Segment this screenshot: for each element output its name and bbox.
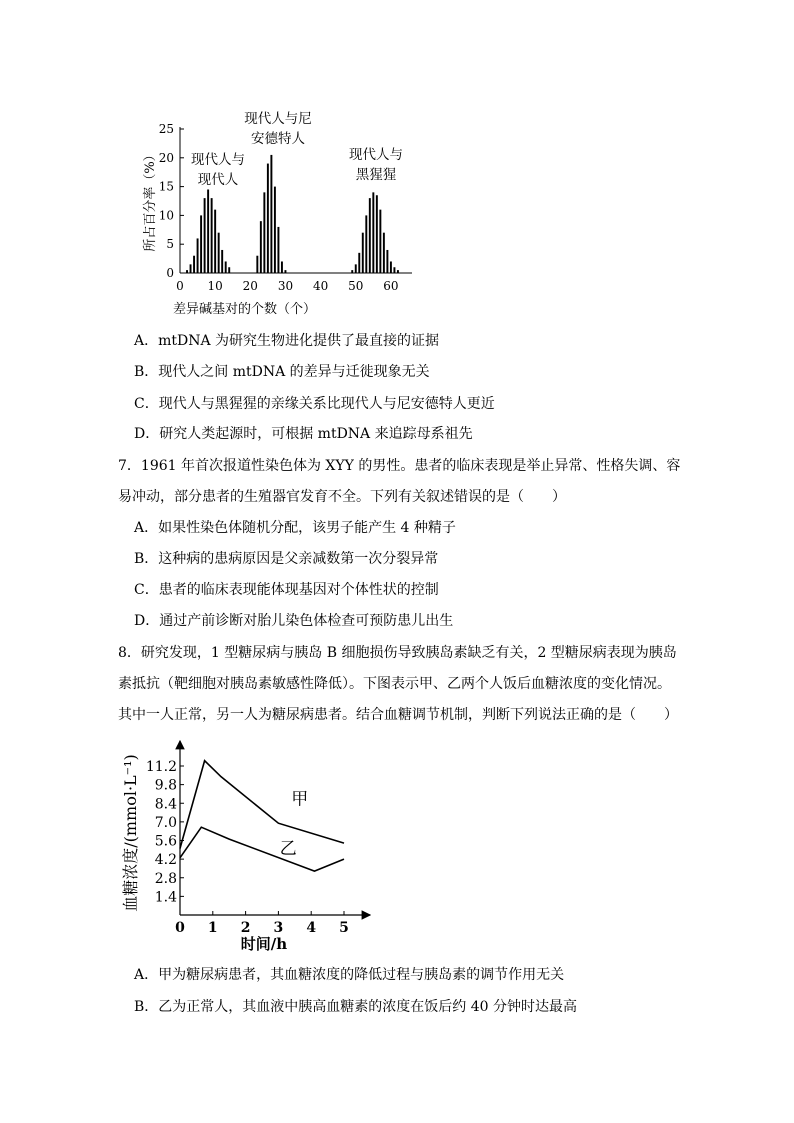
bar — [211, 198, 213, 273]
peak-annotation: 现代人与 — [349, 147, 403, 163]
q7-option-d: D．通过产前诊断对胎儿染色体检查可预防患儿出生 — [134, 613, 454, 629]
bar — [369, 198, 371, 273]
x-tick-label: 20 — [242, 279, 258, 293]
x-tick-label: 0 — [175, 920, 185, 936]
bar — [197, 238, 199, 273]
q6-option-a: A．mtDNA 为研究生物进化提供了最直接的证据 — [134, 333, 440, 349]
q8-stem-line-1: 8．研究发现，1 型糖尿病与胰岛 B 细胞损伤导致胰岛素缺乏有关，2 型糖尿病表现为胰岛 — [118, 645, 677, 661]
peak-annotation: 现代人与 — [191, 152, 245, 168]
y-axis-label: 血糖浓度/(mmol·L⁻¹) — [121, 754, 140, 912]
series-name-label: 乙 — [279, 838, 297, 859]
bar — [383, 233, 385, 273]
x-tick-label: 50 — [348, 279, 364, 293]
bar — [256, 256, 258, 273]
bar — [386, 250, 388, 273]
x-tick-label: 10 — [207, 279, 223, 293]
y-tick-label: 11.2 — [145, 759, 177, 775]
q6-option-c: C．现代人与黑猩猩的亲缘关系比现代人与尼安德特人更近 — [134, 396, 495, 412]
bar — [218, 233, 220, 273]
y-tick-label: 5.6 — [154, 833, 177, 850]
bar — [351, 270, 353, 273]
bar — [267, 164, 269, 273]
y-tick-label: 0 — [166, 266, 174, 280]
peak-annotation: 现代人 — [197, 172, 239, 188]
q7-stem-line-1: 7．1961 年首次报道性染色体为 XYY 的男性。患者的临床表现是举止异常、性格失调、容 — [118, 458, 681, 474]
bar — [190, 264, 192, 273]
blood-glucose-chart — [118, 735, 380, 953]
q6-option-b: B．现代人之间 mtDNA 的差异与迁徙现象无关 — [134, 364, 430, 380]
x-tick-label: 3 — [273, 920, 284, 936]
bar — [362, 233, 364, 273]
bar — [221, 250, 223, 273]
peak-annotation: 黑猩猩 — [355, 167, 397, 183]
y-tick-label: 5 — [166, 237, 174, 252]
bar — [277, 227, 279, 273]
y-tick-label: 1.4 — [154, 889, 177, 906]
q8-option-b: B．乙为正常人，其血液中胰高血糖素的浓度在饭后约 40 分钟时达最高 — [134, 999, 578, 1015]
q6-option-d: D．研究人类起源时，可根据 mtDNA 来追踪母系祖先 — [134, 426, 473, 442]
q7-option-a: A．如果性染色体随机分配，该男子能产生 4 种精子 — [134, 520, 456, 536]
y-tick-labels — [146, 759, 184, 905]
series-line — [180, 827, 344, 871]
y-tick-label: 15 — [158, 179, 174, 194]
x-tick-labels — [176, 279, 398, 293]
bar — [207, 189, 209, 273]
bar — [365, 215, 367, 273]
bar — [225, 261, 227, 273]
bar — [376, 195, 378, 273]
y-axis-label: 所占百分率（%） — [143, 148, 158, 252]
y-tick-label: 2.8 — [154, 870, 177, 887]
y-tick-label: 4.2 — [154, 852, 177, 869]
bar — [397, 270, 399, 273]
x-axis-label: 时间/h — [240, 935, 288, 953]
bar — [281, 261, 283, 273]
bar — [228, 267, 230, 273]
bar — [193, 256, 195, 273]
bar — [200, 215, 202, 273]
x-tick-label: 4 — [306, 920, 317, 936]
y-tick-label: 9.8 — [154, 777, 177, 794]
bar — [274, 187, 276, 273]
bar — [186, 270, 188, 273]
q8-stem-line-3: 其中一人正常，另一人为糖尿病患者。结合血糖调节机制，判断下列说法正确的是（ ） — [118, 707, 678, 723]
bar — [355, 264, 357, 273]
bar — [393, 267, 395, 273]
y-tick-label: 20 — [158, 150, 174, 165]
x-tick-label: 0 — [176, 279, 184, 293]
x-tick-label: 1 — [207, 920, 218, 936]
bar — [260, 221, 262, 273]
x-tick-label: 2 — [240, 920, 251, 936]
y-tick-label: 8.4 — [154, 796, 177, 813]
peak-annotation: 安德特人 — [251, 131, 305, 147]
q7-option-b: B．这种病的患病原因是父亲减数第一次分裂异常 — [134, 551, 439, 567]
y-tick-label: 7.0 — [154, 814, 177, 831]
x-tick-label: 30 — [277, 279, 294, 293]
bar — [390, 261, 392, 273]
mtdna-difference-chart — [130, 105, 430, 320]
q7-option-c: C．患者的临床表现能体现基因对个体性状的控制 — [134, 582, 439, 598]
bar — [263, 192, 265, 273]
series-line — [180, 761, 344, 849]
x-tick-label: 40 — [312, 279, 329, 293]
bar — [214, 210, 216, 273]
bar — [379, 210, 381, 273]
bar — [372, 192, 374, 273]
q8-option-a: A．甲为糖尿病患者，其血糖浓度的降低过程与胰岛素的调节作用无关 — [134, 967, 565, 983]
series-name-label: 甲 — [291, 789, 309, 810]
x-tick-label: 5 — [339, 920, 349, 936]
series-lines — [180, 761, 344, 871]
bar — [284, 270, 286, 273]
q7-stem-line-2: 易冲动，部分患者的生殖器官发育不全。下列有关叙述错误的是（ ） — [118, 489, 566, 505]
annotations — [191, 111, 403, 188]
q8-stem-line-2: 素抵抗（靶细胞对胰岛素敏感性降低）。下图表示甲、乙两个人饭后血糖浓度的变化情况。 — [118, 676, 671, 692]
x-axis-label: 差异碱基对的个数（个） — [173, 302, 317, 317]
bar — [204, 198, 206, 273]
x-tick-label: 60 — [383, 279, 399, 293]
y-tick-label: 10 — [158, 208, 174, 223]
bar — [358, 253, 360, 273]
y-tick-label: 25 — [158, 122, 174, 136]
axes — [180, 741, 370, 915]
peak-annotation: 现代人与尼 — [244, 111, 312, 127]
bar — [270, 155, 272, 273]
